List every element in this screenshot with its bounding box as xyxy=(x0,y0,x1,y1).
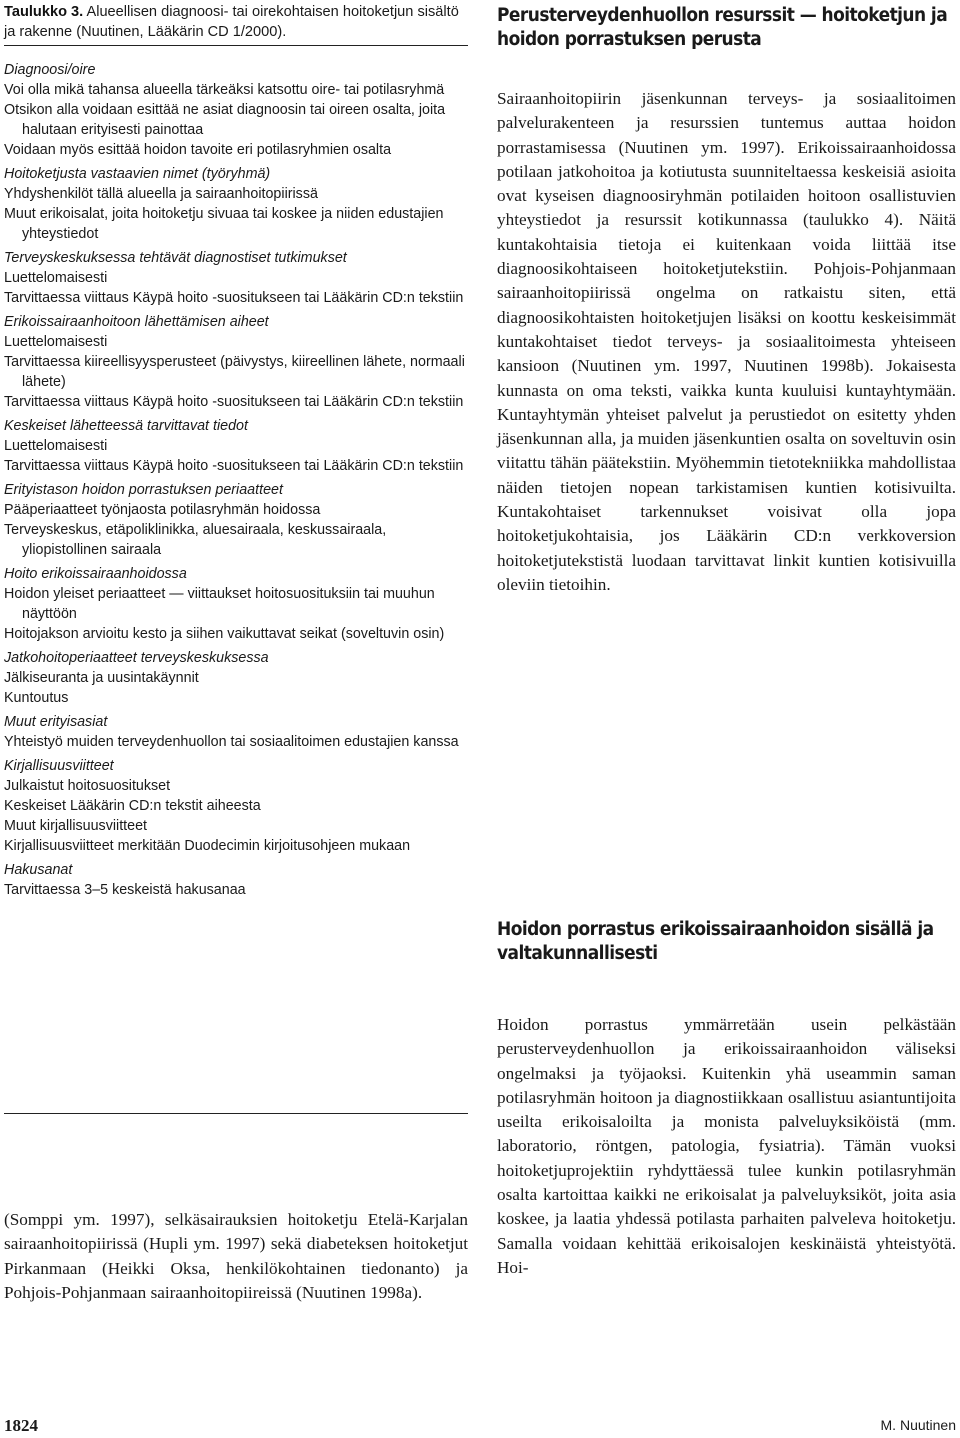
table-caption xyxy=(4,2,468,42)
table-section xyxy=(4,312,468,412)
table-section-item: Luettelomaisesti xyxy=(4,438,108,454)
section-heading-porrastus: Hoidon porrastus erikoissairaanhoidon sisällä ja valtakunnallisesti xyxy=(497,919,934,964)
table-section-item: Yhteistyö muiden terveydenhuollon tai sosiaalitoimen edustajien kanssa xyxy=(4,734,459,750)
table-section xyxy=(4,712,468,752)
table-section-item: Muut erikoisalat, joita hoitoketju sivuaa tai koskee ja niiden edustajien yhteystiedot xyxy=(4,206,444,242)
table-section-item: Voi olla mikä tahansa alueella tärkeäksi katsottu oire- tai potilasryhmä xyxy=(4,82,445,98)
table-section-item: Tarvittaessa viittaus Käypä hoito -suositukseen tai Lääkärin CD:n tekstiin xyxy=(4,290,464,306)
table-section-item: Hoitojakson arvioitu kesto ja siihen vaikuttavat seikat (soveltuvin osin) xyxy=(4,626,445,642)
table-section-item: Tarvittaessa viittaus Käypä hoito -suositukseen tai Lääkärin CD:n tekstiin xyxy=(4,394,464,410)
body-paragraph-porrastus: Hoidon porrastus ymmärretään usein pelkästään perusterveydenhuollon ja erikoissairaanhoidon väliseksi ongelmaksi ja työjaoksi. Kuitenkin yhä useammin saman potilasryhmän hoitoon ja diagnostiikkaan osallistuu asiantuntijoita useilta erikoisaloilta ja monista palveluyksiköistä (mm. laboratorio, röntgen, patologia, fysiatria). Tämän vuoksi hoitoketjuprojektiin ryhdyttäessä tulee kunkin potilasryhmän osalta kartoittaa kaikki ne erikoisalat ja palveluyksiköt, joita asia koskee, ja laatia yhdessä potilasta parhaiten palveleva hoitoketju. Samalla voidaan kehittää erikoisalojen keskinäistä yhteistyötä. Hoi- xyxy=(497,1015,956,1277)
table-section-heading: Diagnoosi/oire xyxy=(4,62,96,78)
table-section xyxy=(4,60,468,160)
table-section xyxy=(4,416,468,476)
body-paragraph-resources: Sairaanhoitopiirin jäsenkunnan terveys- ja sosiaalitoimen palvelurakenteen ja resurssien tuntemus auttaa hoidon porrastamisessa (Nuutinen ym. 1997). Erikoissairaanhoidossa potilaan jatkohoitoa ja kotiutusta suunniteltaessa keskeisiä asioita ovat kyseisen diagnoosiryhmän potilaiden hoitoon osallistuvien yhteystiedot ja resurssit kotikunnassa (taulukko 4). Näitä kuntakohtaisia tietoja ei kuitenkaan voida liittää itse diagnoosikohtaiseen hoitoketjutekstiin. Pohjois-Pohjanmaan sairaanhoitopiirissä ongelma on ratkaistu siten, että diagnoosikohtaisten hoitoketjujen lisäksi on koottu keskeisimmät kuntakohtaiset tiedot terveys- ja sosiaalitoimesta yhteiseen kansioon (Nuutinen ym. 1997, Nuutinen 1998b). Jokaisesta kunnasta on oma teksti, vaikka kunta kuuluisi kuntayhtymään. Kuntayhtymän yhteiset palvelut ja perustiedot on esitetty yhden jäsenkunnan alla, ja muiden jäsenkuntien osalta on soveltuvin osin viitattu tähän päätekstiin. Myöhemmin tietotekniikka mahdollistaa näiden tietojen nopean tarkistamisen kuntien kotisivuilta. Kuntakohtaiset tarkennukset voisivat olla jopa hoitoketjukohtaisia, jos Lääkärin CD:n verkkoversion hoitoketjutekstistä luodaan tarvittavat linkit kuntien kotisivuilla oleviin tietoihin. xyxy=(497,89,956,594)
table-section-heading: Erityistason hoidon porrastuksen periaatteet xyxy=(4,482,283,498)
table-section-item: Keskeiset Lääkärin CD:n tekstit aiheesta xyxy=(4,798,261,814)
table-bottom-rule xyxy=(4,1113,468,1114)
table-section-item: Luettelomaisesti xyxy=(4,270,108,286)
section-heading-resources: Perusterveydenhuollon resurssit — hoitoketjun ja hoidon porrastuksen perusta xyxy=(497,5,948,50)
table-section-heading: Hoito erikoissairaanhoidossa xyxy=(4,566,187,582)
table-section-heading: Erikoissairaanhoitoon lähettämisen aiheet xyxy=(4,314,269,330)
footer-author: M. Nuutinen xyxy=(880,1417,956,1433)
table-section-item: Jälkiseuranta ja uusintakäynnit xyxy=(4,670,199,686)
table-section-item: Yhdyshenkilöt tällä alueella ja sairaanhoitopiirissä xyxy=(4,186,318,202)
table-section-item: Luettelomaisesti xyxy=(4,334,108,350)
table-section xyxy=(4,756,468,856)
table-section-item: Hoidon yleiset periaatteet — viittaukset hoitosuosituksiin tai muuhun näyttöön xyxy=(4,586,435,622)
table-section-item: Pääperiaatteet työnjaosta potilasryhmän hoidossa xyxy=(4,502,321,518)
table-section-item: Otsikon alla voidaan esittää ne asiat diagnoosin tai oireen osalta, joita halutaan erityisesti painottaa xyxy=(4,102,446,138)
table-caption-label: Taulukko 3. xyxy=(4,4,84,20)
table-section-item: Tarvittaessa 3–5 keskeistä hakusanaa xyxy=(4,882,246,898)
table-section xyxy=(4,248,468,308)
table-section-item: Voidaan myös esittää hoidon tavoite eri potilasryhmien osalta xyxy=(4,142,392,158)
table-section-heading: Hakusanat xyxy=(4,862,73,878)
table-section-item: Tarvittaessa kiireellisyysperusteet (päivystys, kiireellinen lähete, normaali lähete) xyxy=(4,354,465,390)
table-section-item: Terveyskeskus, etäpoliklinikka, aluesairaala, keskussairaala, yliopistollinen sairaala xyxy=(4,522,387,558)
left-body-paragraph: (Somppi ym. 1997), selkäsairauksien hoitoketju Etelä-Karjalan sairaanhoitopiirissä (Hupli ym. 1997) sekä diabeteksen hoitoketjut Pirkanmaan (Heikki Oksa, henkilökohtainen tiedonanto) ja Pohjois-Pohjanmaan sairaanhoitopiireissä (Nuutinen 1998a). xyxy=(4,1210,468,1302)
table-section xyxy=(4,564,468,644)
table-section xyxy=(4,860,468,900)
table-section xyxy=(4,480,468,560)
table-caption-text: Alueellisen diagnoosi- tai oirekohtaisen hoitoketjun sisältö ja rakenne (Nuutinen, Lääkärin CD 1/2000). xyxy=(4,4,459,40)
table-section xyxy=(4,164,468,244)
table-section-item: Kirjallisuusviitteet merkitään Duodecimin kirjoitusohjeen mukaan xyxy=(4,838,411,854)
table-section-heading: Kirjallisuusviitteet xyxy=(4,758,114,774)
content-table xyxy=(4,60,468,904)
table-section-heading: Hoitoketjusta vastaavien nimet (työryhmä) xyxy=(4,166,271,182)
table-section-heading: Muut erityisasiat xyxy=(4,714,108,730)
table-section-item: Muut kirjallisuusviitteet xyxy=(4,818,148,834)
table-section-heading: Keskeiset lähetteessä tarvittavat tiedot xyxy=(4,418,248,434)
page-number: 1824 xyxy=(4,1416,38,1435)
table-section xyxy=(4,648,468,708)
table-section-item: Kuntoutus xyxy=(4,690,69,706)
table-section-item: Julkaistut hoitosuositukset xyxy=(4,778,171,794)
table-top-rule xyxy=(4,45,468,46)
table-section-item: Tarvittaessa viittaus Käypä hoito -suositukseen tai Lääkärin CD:n tekstiin xyxy=(4,458,464,474)
table-section-heading: Terveyskeskuksessa tehtävät diagnostiset tutkimukset xyxy=(4,250,347,266)
table-section-heading: Jatkohoitoperiaatteet terveyskeskuksessa xyxy=(4,650,269,666)
